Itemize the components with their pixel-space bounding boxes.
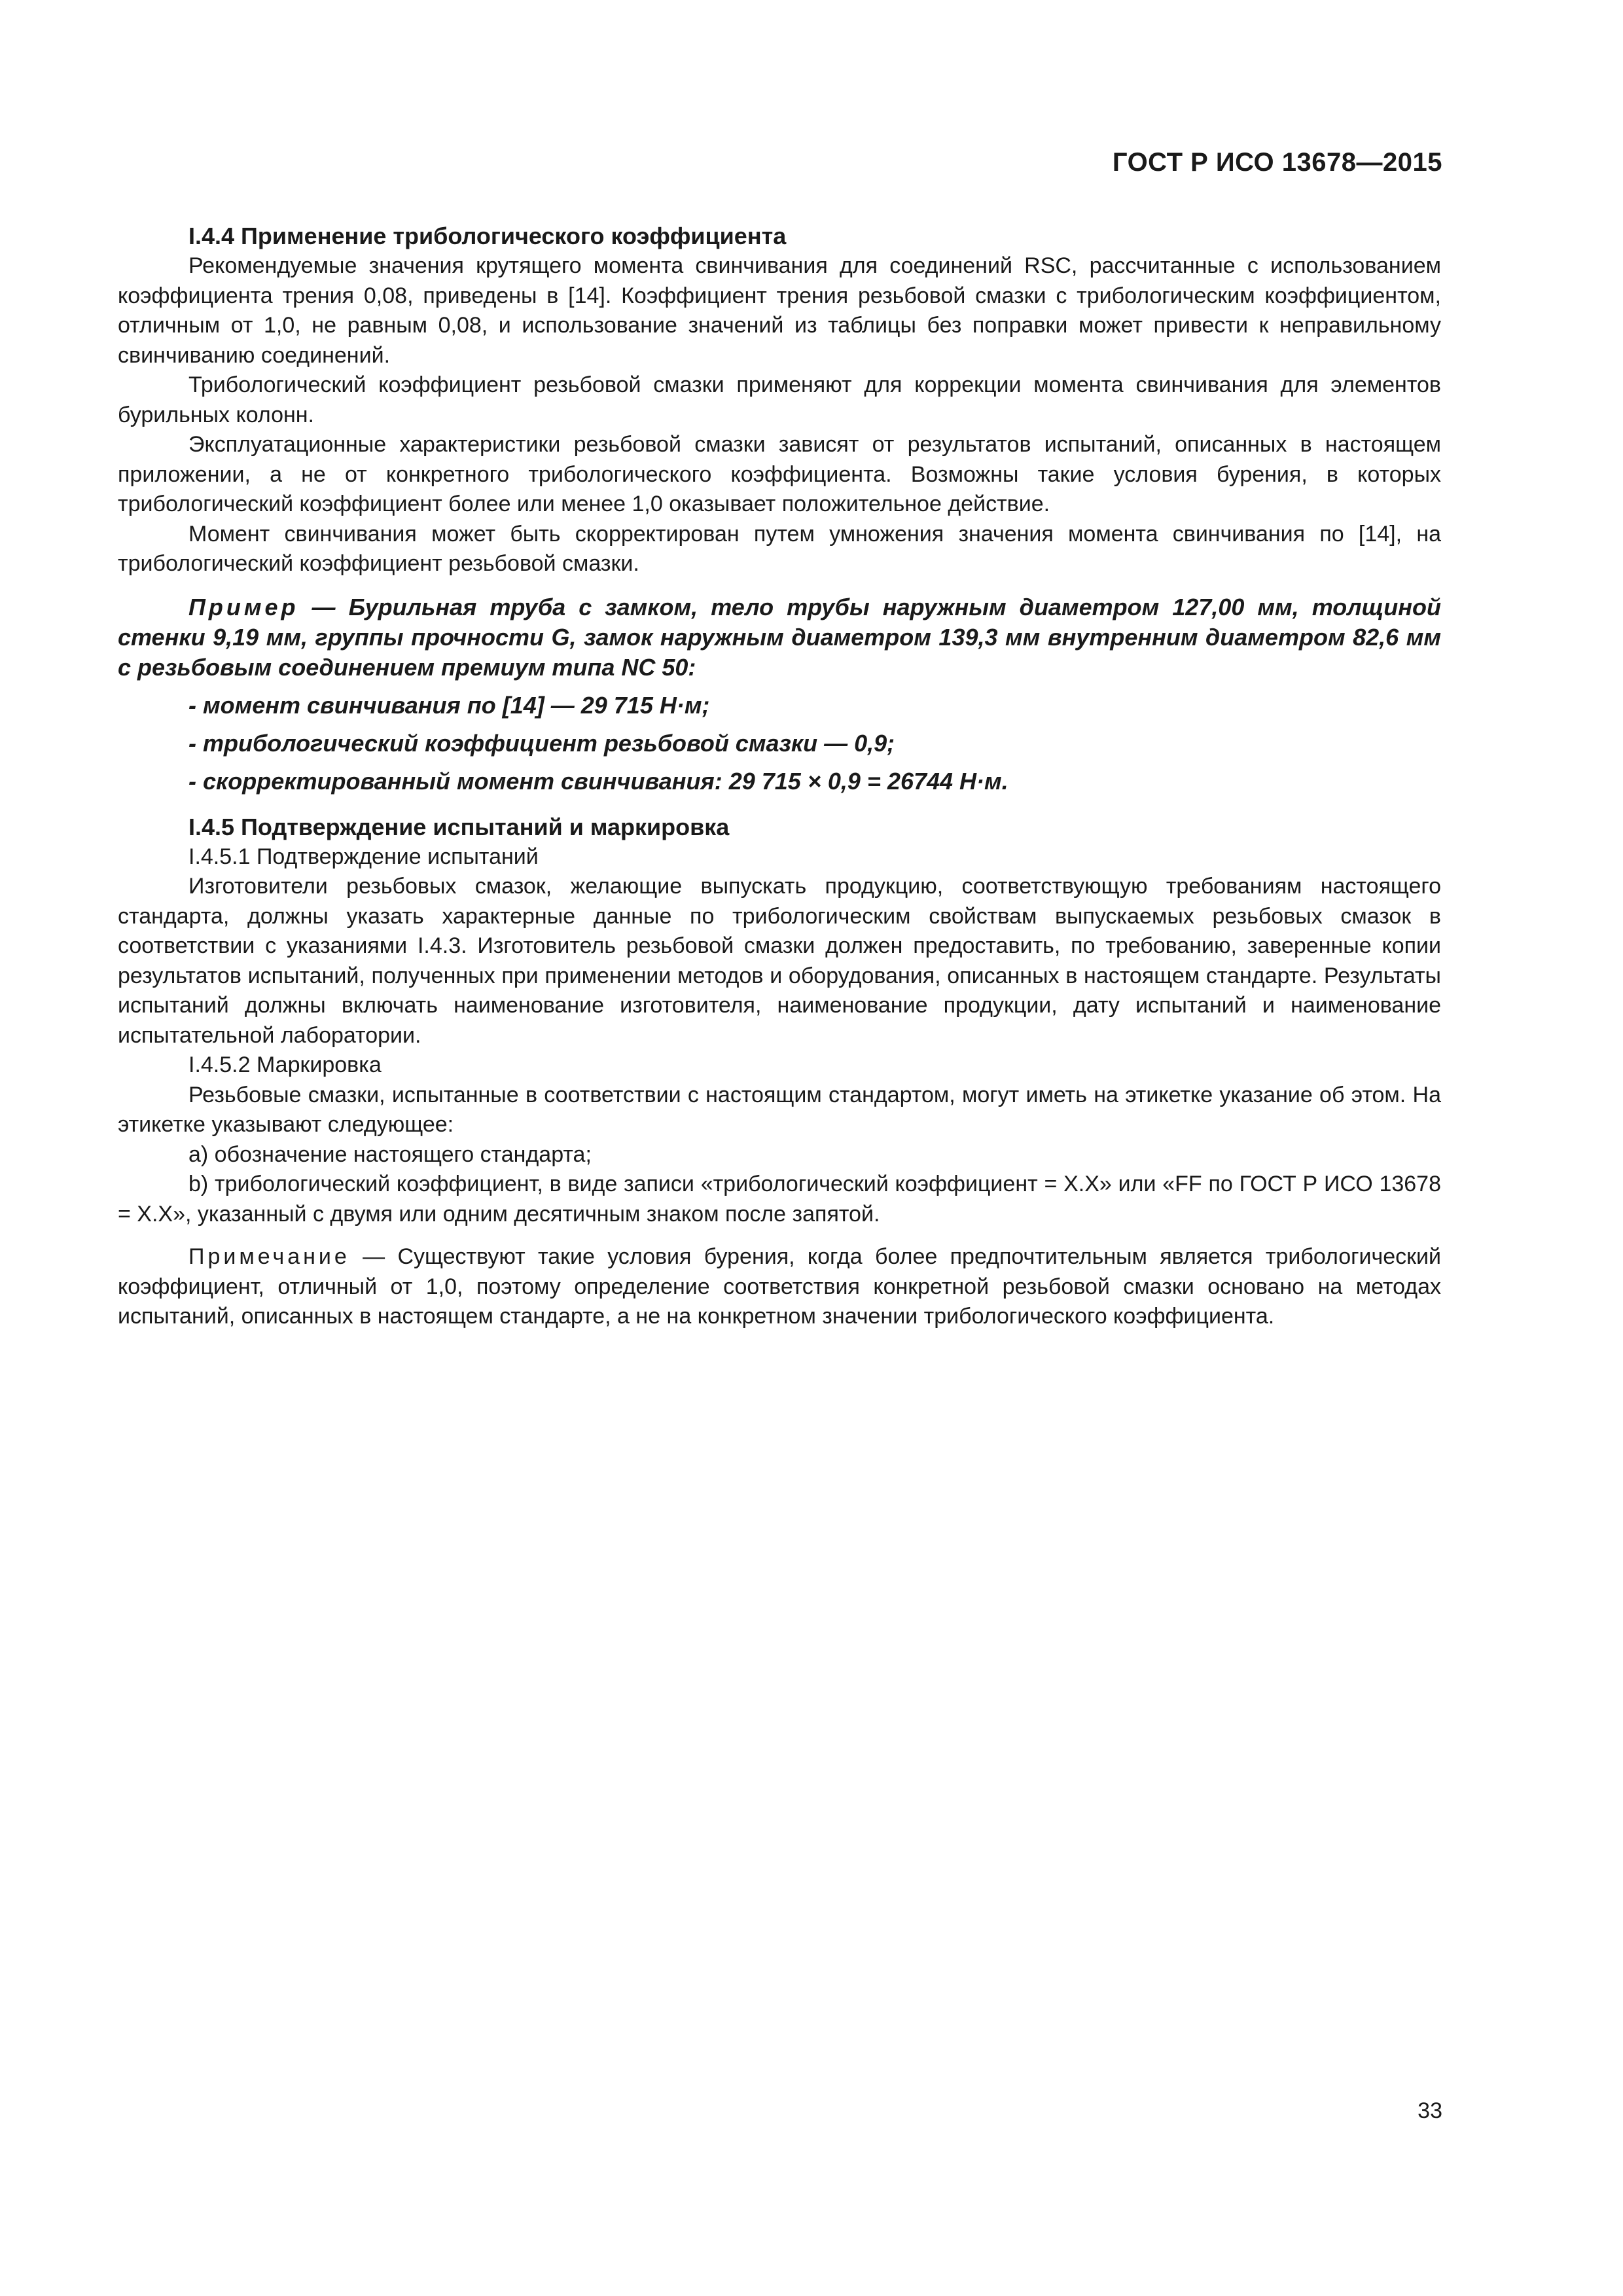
example-label: Пример [188,593,299,620]
paragraph: Изготовители резьбовых смазок, желающие выпускать продукцию, соответствующую требованиям настоящего стандарта, должны указать характерные данные по трибологическим свойствам выпускаемых резьбовых смазок в соответствии с указаниями I.4.3. Изготовитель резьбовой смазки должен предоставить, по требованию, заверенные копии результатов испытаний, полученных при применении методов и оборудования, описанных в настоящем стандарте. Результаты испытаний должны включать наименование изготовителя, наименование продукции, дату испытаний и наименование испытательной лаборатории. [118,874,1441,1048]
example-item: - трибологический коэффициент резьбовой смазки — 0,9; [188,729,895,757]
subsection-title-i451: I.4.5.1 Подтверждение испытаний [188,844,539,869]
example-block [118,592,1441,683]
section-title-i44: I.4.4 Применение трибологического коэффициента [188,223,787,249]
note-label: Примечание [188,1244,350,1269]
example-item: - скорректированный момент свинчивания: 29 715 × 0,9 = 26744 Н·м. [188,767,1008,795]
document-header: ГОСТ Р ИСО 13678—2015 [1112,148,1442,177]
note-text: — Существуют такие условия бурения, когда более предпочтительным является трибологический коэффициент, отличный от 1,0, поэтому определение соответствия конкретной резьбовой смазки основано на методах испытаний, описанных в настоящем стандарте, а не на конкретном значении трибологического коэффициента. [118,1244,1441,1329]
list-item: a) обозначение настоящего стандарта; [188,1141,592,1167]
paragraph: Момент свинчивания может быть скорректирован путем умножения значения момента свинчивания по [14], на трибологический коэффициент резьбовой смазки. [118,521,1441,576]
section-title-i45: I.4.5 Подтверждение испытаний и маркировка [188,813,730,840]
example-item: - момент свинчивания по [14] — 29 715 Н·м; [188,691,710,719]
list-item: b) трибологический коэффициент, в виде записи «трибологический коэффициент = X.X» или «FF по ГОСТ Р ИСО 13678 = X.X», указанный с двумя или одним десятичным знаком после запятой. [118,1172,1441,1227]
example-text: — Бурильная труба с замком, тело трубы наружным диаметром 127,00 мм, толщиной стенки 9,19 мм, группы прочности G, замок наружным диаметром 139,3 мм внутренним диаметром 82,6 мм с резьбовым соединением премиум типа NC 50: [118,593,1441,681]
note-block [118,1242,1441,1332]
subsection-title-i452: I.4.5.2 Маркировка [188,1052,382,1077]
paragraph: Резьбовые смазки, испытанные в соответствии с настоящим стандартом, могут иметь на этикетке указание об этом. На этикетке указывают следующее: [118,1082,1441,1137]
paragraph: Эксплуатационные характеристики резьбовой смазки зависят от результатов испытаний, описанных в настоящем приложении, а не от конкретного трибологического коэффициента. Возможны такие условия бурения, в которых трибологический коэффициент более или менее 1,0 оказывает положительное действие. [118,432,1441,516]
page-number: 33 [1418,2098,1442,2123]
paragraph: Рекомендуемые значения крутящего момента свинчивания для соединений RSC, рассчитанные с использованием коэффициента трения 0,08, приведены в [14]. Коэффициент трения резьбовой смазки с трибологическим коэффициентом, отличным от 1,0, не равным 0,08, и использование значений из таблицы без поправки может привести к неправильному свинчиванию соединений. [118,253,1441,368]
document-body [118,221,1441,1332]
paragraph: Трибологический коэффициент резьбовой смазки применяют для коррекции момента свинчивания для элементов бурильных колонн. [118,372,1441,427]
